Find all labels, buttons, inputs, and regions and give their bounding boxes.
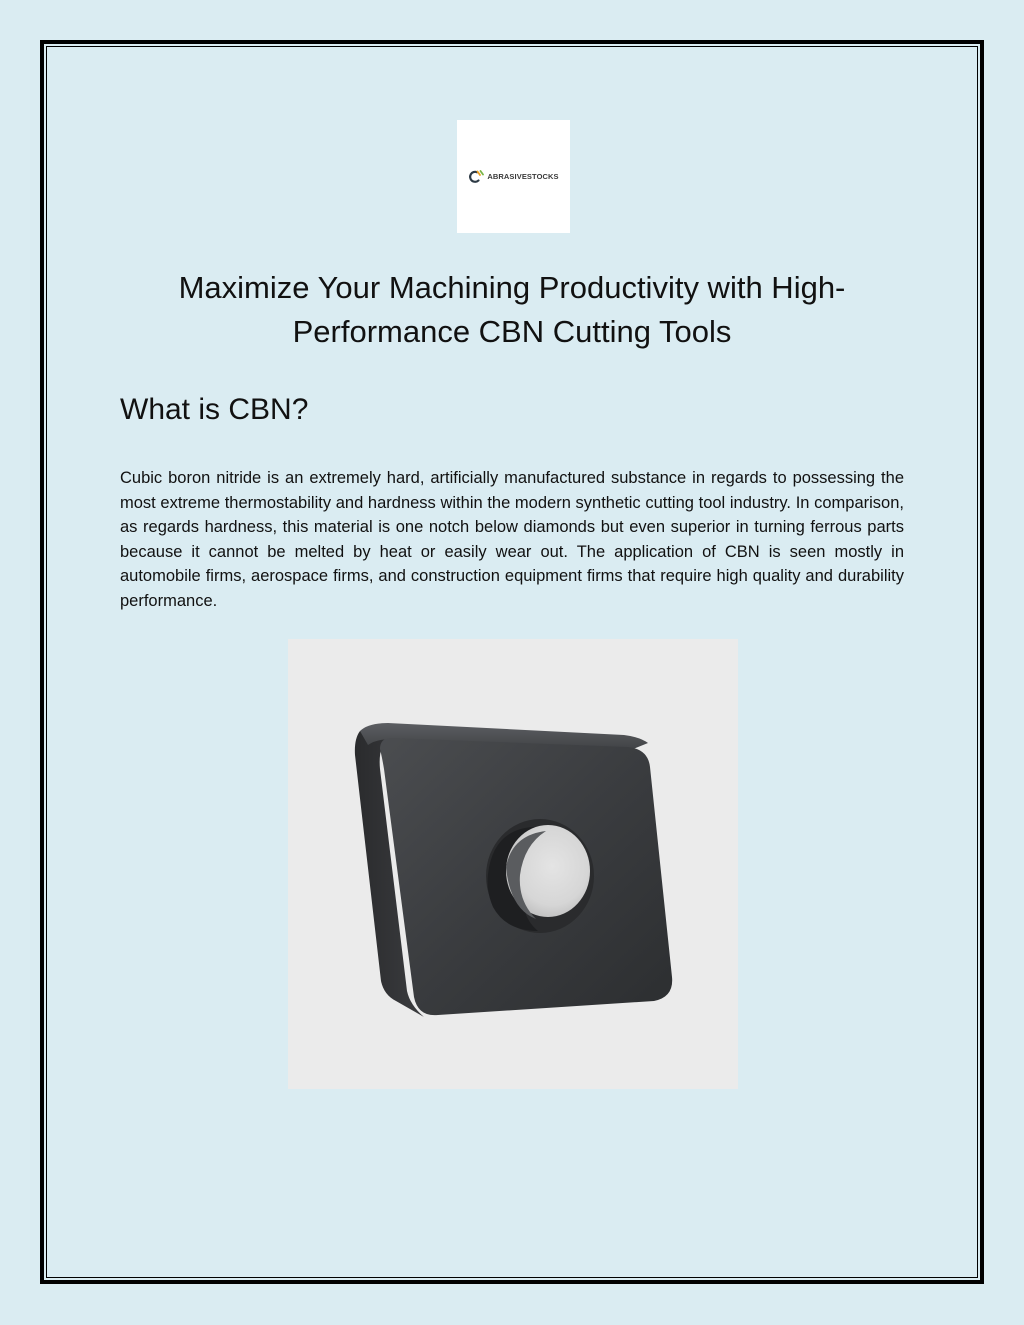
cbn-insert-illustration — [288, 639, 738, 1089]
body-paragraph: Cubic boron nitride is an extremely hard, artificially manufactured substance in regards to possessing the most extreme thermostability and hardness within the modern synthetic cutting tool industry. In comparison, as regards hardness, this material is one notch below diamonds but even superior in turning ferrous parts because it cannot be melted by heat or easily wear out. The application of CBN is seen mostly in automobile firms, aerospace firms, and construction equipment firms that require high quality and durability performance. — [120, 469, 904, 610]
section-heading: What is CBN? — [120, 393, 309, 426]
logo-inner — [468, 170, 558, 184]
page-title: Maximize Your Machining Productivity with High-Performance CBN Cutting Tools — [178, 270, 846, 349]
logo — [457, 120, 570, 233]
logo-brand-text: ABRASIVESTOCKS — [487, 172, 559, 181]
abrasivestocks-logo-icon — [468, 170, 484, 184]
cbn-insert-photo — [288, 639, 738, 1089]
